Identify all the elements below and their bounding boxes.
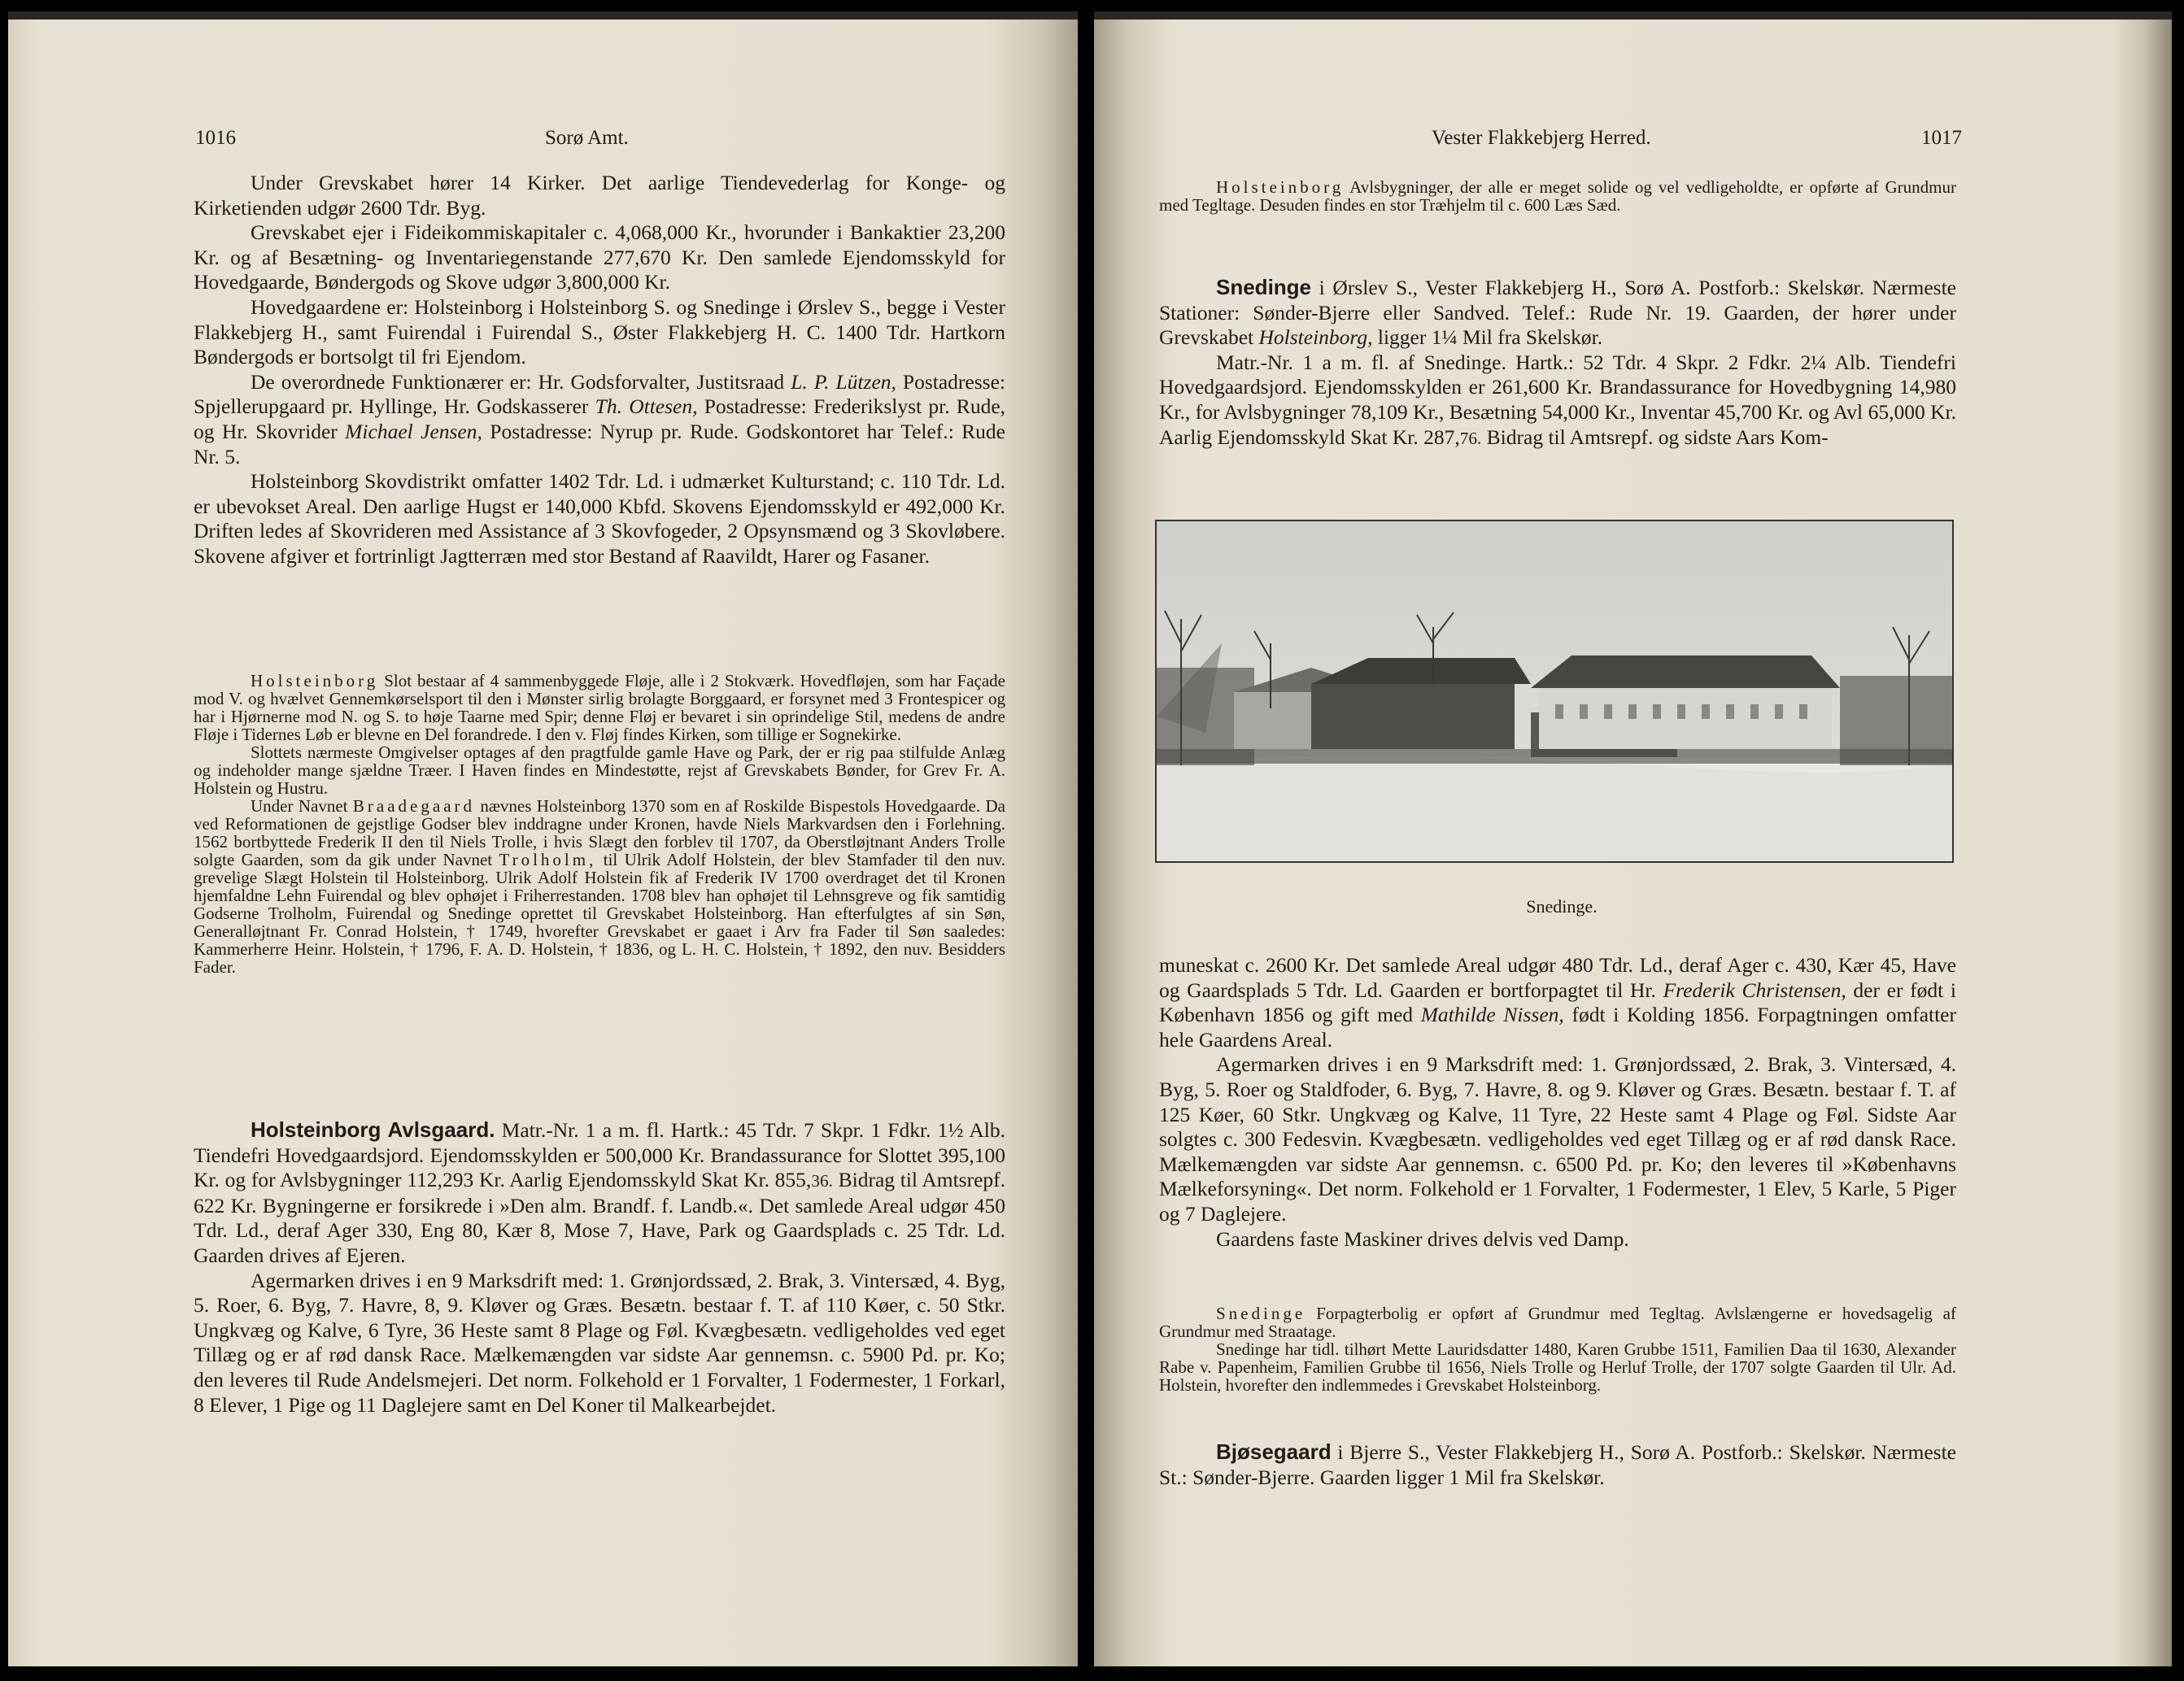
note-history: Under Navnet Braadegaard nævnes Holsteinborg 1370 som en af Roskilde Bispestols Hovedgaarde. Da ved Reformationen de gejstlige Godser blev inddragne under Kronen, havde Niels Markvardsen den i Forlehning. 1562 bortbyttede Frederik II den til Niels Trolle, i hvis Slægt den forblev til 1707, da Oberstløjtnant Anders Trolle solgte Gaarden, som da gik under Navnet Trolholm, til Ulrik Adolf Holstein, der blev Stamfader til den nuv. grevelige Slægt Holstein til Holsteinborg. Ulrik Adolf Holstein fik af Frederik IV 1700 overdraget det til Kronen hjemfaldne Lehn Fuirendal og blev ophøjet i Friherrestanden. 1708 blev han ophøjet til Lehnsgreve og fik samtidig Godserne Trolholm, Fuirendal og Snedinge oprettet til Grevskabet Holsteinborg. Han efterfulgtes af sin Søn, Generalløjtnant Fr. Conrad Holstein, † 1749, hvorefter Grevskabet er gaaet i Arv fra Fader til Søn saaledes: Kammerherre Heinr. Holstein, † 1796, F. A. D. Holstein, † 1836, og L. H. C. Holstein, † 1892, den nuv. Besidders Fader. <box>194 796 1005 977</box>
paragraph-machines: Gaardens faste Maskiner drives delvis ved Damp. <box>1216 1226 1629 1251</box>
paragraph-forest: Holsteinborg Skovdistrikt omfatter 1402 Tdr. Ld. i udmærket Kulturstand; c. 110 Tdr. Ld. er ubevokset Areal. Den aarlige Hugst er 140,000 Kbfd. Skovens Ejendomsskyld er 492,000 Kr. Driften ledes af Skovrideren med Assistance af 3 Skovfogeder, 2 Opsynsmænd og 3 Skovløbere. Skovene afgiver et fortrinligt Jagtterræn med stor Bestand af Raavildt, Harer og Fasaner. <box>194 469 1005 568</box>
running-head: Vester Flakkebjerg Herred. <box>1432 127 1651 149</box>
right-body-bottom <box>1159 1439 1956 1490</box>
photo-snedinge <box>1155 520 1954 863</box>
note-garden: Slottets nærmeste Omgivelser optages af den pragtfulde gamle Have og Park, der er rig paa stilfulde Anlæg og indeholder mange sjældne Træer. I Haven findes en Mindestøtte, rejst af Grevskabets Bønder, for Grev Fr. A. Holstein og Hustru. <box>194 743 1005 798</box>
note-castle: Holsteinborg Slot bestaar af 4 sammenbyggede Fløje, alle i 2 Stokværk. Hovedfløjen, som har Façade mod V. og hvælvet Gennemkørselsport til den i Mønster sirlig brolagte Borggaard, er forsynet med 3 Frontespicer og har i Hjørnerne mod N. og S. to høje Taarne med Spir; denne Fløj er bevaret i sin oprindelige Stil, medens de andre Fløje i Tidernes Løb er blevne en Del forandrede. I den v. Fløj findes Kirken, som tillige er Sognekirke. <box>194 671 1005 744</box>
page-number: 1017 <box>1921 127 1962 149</box>
right-small-bottom <box>1159 1304 1956 1394</box>
note-history: Snedinge har tidl. tilhørt Mette Lauridsdatter 1480, Karen Grubbe 1511, Familien Daa til 1630, Alexander Rabe v. Papenheim, Familien Grubbe til 1656, Niels Trolle og Herluf Trolle, der 1707 solgte Gaarden til Ulr. Ad. Holstein, hvorefter den indlemmedes i Grevskabet Holsteinborg. <box>1159 1339 1956 1395</box>
paragraph: Grevskabet ejer i Fideikommiskapitaler c. 4,068,000 Kr., hvorunder i Bankaktier 23,200 Kr. og af Besætning- og Inventariegenstande 277,670 Kr. Den samlede Ejendomsskyld for Hovedgaarde, Bøndergods og Skove udgør 3,800,000 Kr. <box>194 220 1005 294</box>
left-body <box>194 171 1005 569</box>
paragraph-officials: De overordnede Funktionærer er: Hr. Godsforvalter, Justitsraad L. P. Lützen, Postadresse: Spjellerupgaard pr. Hyllinge, Hr. Godskasserer Th. Ottesen, Postadresse: Frederikslyst pr. Rude, og Hr. Skovrider Michael Jensen, Postadresse: Nyrup pr. Rude. Godskontoret har Telef.: Rude Nr. 5. <box>194 369 1006 468</box>
right-body-top <box>1159 275 1956 451</box>
paragraph-snedinge: Snedinge i Ørslev S., Vester Flakkebjerg H., Sorø A. Postforb.: Skelskør. Nærmeste Stationer: Sønder-Bjerre eller Sandved. Telef.: Rude Nr. 19. Gaarden, der hører under Grevskabet Holsteinborg, ligger 1¼ Mil fra Skelskør. <box>1159 275 1956 350</box>
note-farm-buildings: Holsteinborg Avlsbygninger, der alle er meget solide og vel vedligeholdte, er opførte af Grundmur med Tegltage. Desuden findes en stor Træhjelm til c. 600 Læs Sæd. <box>1159 177 1956 215</box>
running-head: Sorø Amt. <box>545 127 629 149</box>
paragraph-bjosegaard: Bjøsegaard i Bjerre S., Vester Flakkebjerg H., Sorø A. Postforb.: Skelskør. Nærmeste St.: Sønder-Bjerre. Gaarden ligger 1 Mil fra Skelskør. <box>1159 1439 1956 1489</box>
paragraph-snedinge-valuation: Matr.-Nr. 1 a m. fl. af Snedinge. Hartk.: 52 Tdr. 4 Skpr. 2 Fdkr. 2¼ Alb. Tiendefri Hovedgaardsjord. Ejendomsskylden er 261,600 Kr. Brandassurance for Hovedbygning 14,980 Kr., for Avlsbygninger 78,109 Kr., Besætning 54,000 Kr., Inventar 45,700 Kr. og Avl 65,000 Kr. Aarlig Ejendomsskyld Skat Kr. 287,76. Bidrag til Amtsrepf. og sidste Aars Kom- <box>1159 350 1956 449</box>
paragraph-agriculture: Agermarken drives i en 9 Marksdrift med: 1. Grønjordssæd, 2. Brak, 3. Vintersæd, 4. Byg, 5. Roer, 6. Byg, 7. Havre, 8, 9. Kløver og Græs. Besætn. bestaar f. T. af 110 Køer, c. 50 Stkr. Ungkvæg og Kalve, 6 Tyre, 36 Heste samt 8 Plage og Føl. Kvægbesætn. vedligeholdes ved eget Tillæg og er af rød dansk Race. Mælkemængden var sidste Aar gennemsn. c. 5900 Pd. pr. Ko; den leveres til Rude Andelsmejeri. Det norm. Folkehold er 1 Forvalter, 1 Fodermester, 1 Forkarl, 8 Elever, 1 Pige og 11 Daglejere samt en Del Koner til Malkearbejdet. <box>194 1268 1005 1417</box>
paragraph: Hovedgaardene er: Holsteinborg i Holsteinborg S. og Snedinge i Ørslev S., begge i Vester Flakkebjerg H., samt Fuirendal i Fuirendal S., Øster Flakkebjerg H. C. 1400 Tdr. Hartkorn Bøndergods er bortsolgt til fri Ejendom. <box>194 294 1005 369</box>
right-body-lower <box>1159 953 1956 1252</box>
page-edge <box>1094 11 2172 20</box>
photo-caption: Snedinge. <box>1526 896 1598 917</box>
entry-heading: Holsteinborg Avlsgaard. <box>251 1117 495 1142</box>
paragraph: Under Grevskabet hører 14 Kirker. Det aarlige Tiendevederlag for Konge- og Kirketienden udgør 2600 Tdr. Byg. <box>194 171 1005 220</box>
left-small-text <box>194 672 1005 976</box>
right-small-top <box>1159 178 1956 214</box>
page-edge <box>8 11 1078 20</box>
paragraph-lease: muneskat c. 2600 Kr. Det samlede Areal udgør 480 Tdr. Ld., deraf Ager c. 430, Kær 45, Have og Gaardsplads 5 Tdr. Ld. Gaarden er bortforpagtet til Hr. Frederik Christensen, der er født i København 1856 og gift med Mathilde Nissen, født i Kolding 1856. Forpagtningen omfatter hele Gaardens Areal. <box>1159 953 1956 1052</box>
entry-heading: Bjøsegaard <box>1216 1439 1332 1464</box>
snedinge-photograph <box>1157 521 1952 861</box>
page-number: 1016 <box>195 127 236 149</box>
entry-heading: Snedinge <box>1216 275 1312 299</box>
paragraph-agriculture: Agermarken drives i en 9 Marksdrift med: 1. Grønjordssæd, 2. Brak, 3. Vintersæd, 4. Byg, 5. Roer og Staldfoder, 6. Byg, 7. Havre, 8. og 9. Kløver og Græs. Besætn. bestaar f. T. af 125 Køer, 60 Stkr. Ungkvæg og Kalve, 11 Tyre, 22 Heste samt 4 Plage og Føl. Sidste Aar solgtes c. 300 Fedesvin. Kvægbesætn. vedligeholdes ved eget Tillæg og er af rød dansk Race. Mælkemængden var sidste Aar gennemsn. c. 6500 Pd. pr. Ko; den leveres til »Københavns Mælkeforsyning«. Det norm. Folkehold er 1 Forvalter, 1 Fodermester, 1 Elev, 5 Karle, 5 Piger og 7 Daglejere. <box>1159 1052 1956 1226</box>
right-page <box>1094 11 2172 1666</box>
paragraph-avlsgaard: Holsteinborg Avlsgaard. Matr.-Nr. 1 a m. fl. Hartk.: 45 Tdr. 7 Skpr. 1 Fdkr. 1½ Alb. Tiendefri Hovedgaardsjord. Ejendomsskylden er 500,000 Kr. Brandassurance for Slottet 395,100 Kr. og for Avlsbygninger 112,293 Kr. Aarlig Ejendomsskyld Skat Kr. 855,36. Bidrag til Amtsrepf. 622 Kr. Bygningerne er forsikrede i »Den alm. Brandf. f. Landb.«. Det samlede Areal udgør 450 Tdr. Ld., deraf Ager 330, Eng 80, Kær 8, Mose 7, Have, Park og Gaardsplads c. 25 Tdr. Ld. Gaarden drives af Ejeren. <box>194 1117 1006 1267</box>
left-body-lower <box>194 1117 1005 1418</box>
note-tenant-house: Snedinge Forpagterbolig er opført af Grundmur med Tegltag. Avlslængerne er hovedsagelig af Grundmur med Straatage. <box>1159 1304 1956 1341</box>
left-page <box>8 11 1078 1666</box>
